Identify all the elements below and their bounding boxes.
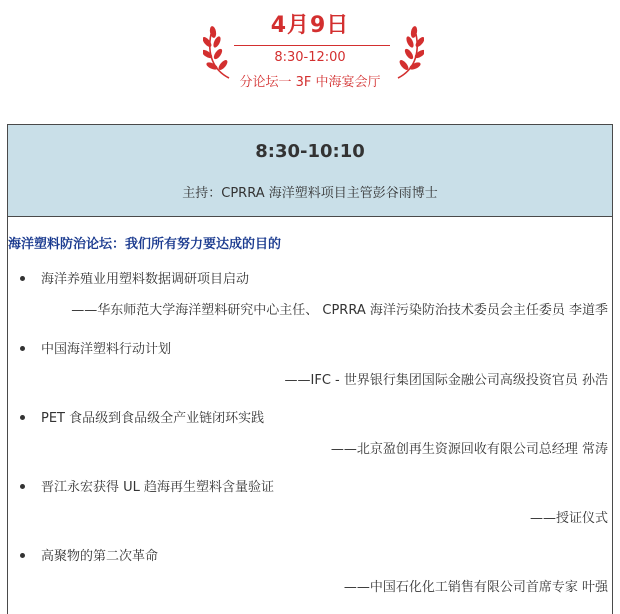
talk-title: 晋江永宏获得 UL 趋海再生塑料含量验证 [41,480,275,495]
session-header [8,125,612,217]
talk-speaker: ——北京盈创再生资源回收有限公司总经理 常涛 [330,442,608,457]
date-header [0,0,620,110]
date-venue: 分论坛一 3F 中海宴会厅 [239,75,381,90]
talk-speaker: ——华东师范大学海洋塑料研究中心主任、 CPRRA 海洋污染防治技术委员会主任委员 李道季 [71,303,608,318]
session-host: 主持：CPRRA 海洋塑料项目主管彭谷雨博士 [182,186,438,201]
talk-item [8,268,612,330]
talk-speaker: ——中国石化化工销售有限公司首席专家 叶强 [343,580,608,595]
talk-item [8,476,612,538]
talk-title: 海洋养殖业用塑料数据调研项目启动 [41,272,250,287]
talk-item [8,407,612,469]
date-time-range: 8:30-12:00 [274,50,346,65]
session-time: 8:30-10:10 [255,141,365,162]
talk-title: 高聚物的第二次革命 [41,549,159,564]
talk-speaker: ——授证仪式 [529,511,608,526]
session-table [7,124,613,614]
bullet-icon [20,346,25,351]
talk-title: PET 食品级到食品级全产业链闭环实践 [41,411,265,426]
bullet-icon [20,276,25,281]
talk-item [8,545,612,607]
date-title: 4月9日 [270,13,350,38]
bullet-icon [20,484,25,489]
talk-item [8,338,612,400]
bullet-icon [20,553,25,558]
bullet-icon [20,415,25,420]
talk-speaker: ——IFC - 世界银行集团国际金融公司高级投资官员 孙浩 [284,373,608,388]
talk-title: 中国海洋塑料行动计划 [41,342,172,357]
forum-title: 海洋塑料防治论坛：我们所有努力要达成的目的 [8,237,282,252]
date-divider [234,45,390,46]
